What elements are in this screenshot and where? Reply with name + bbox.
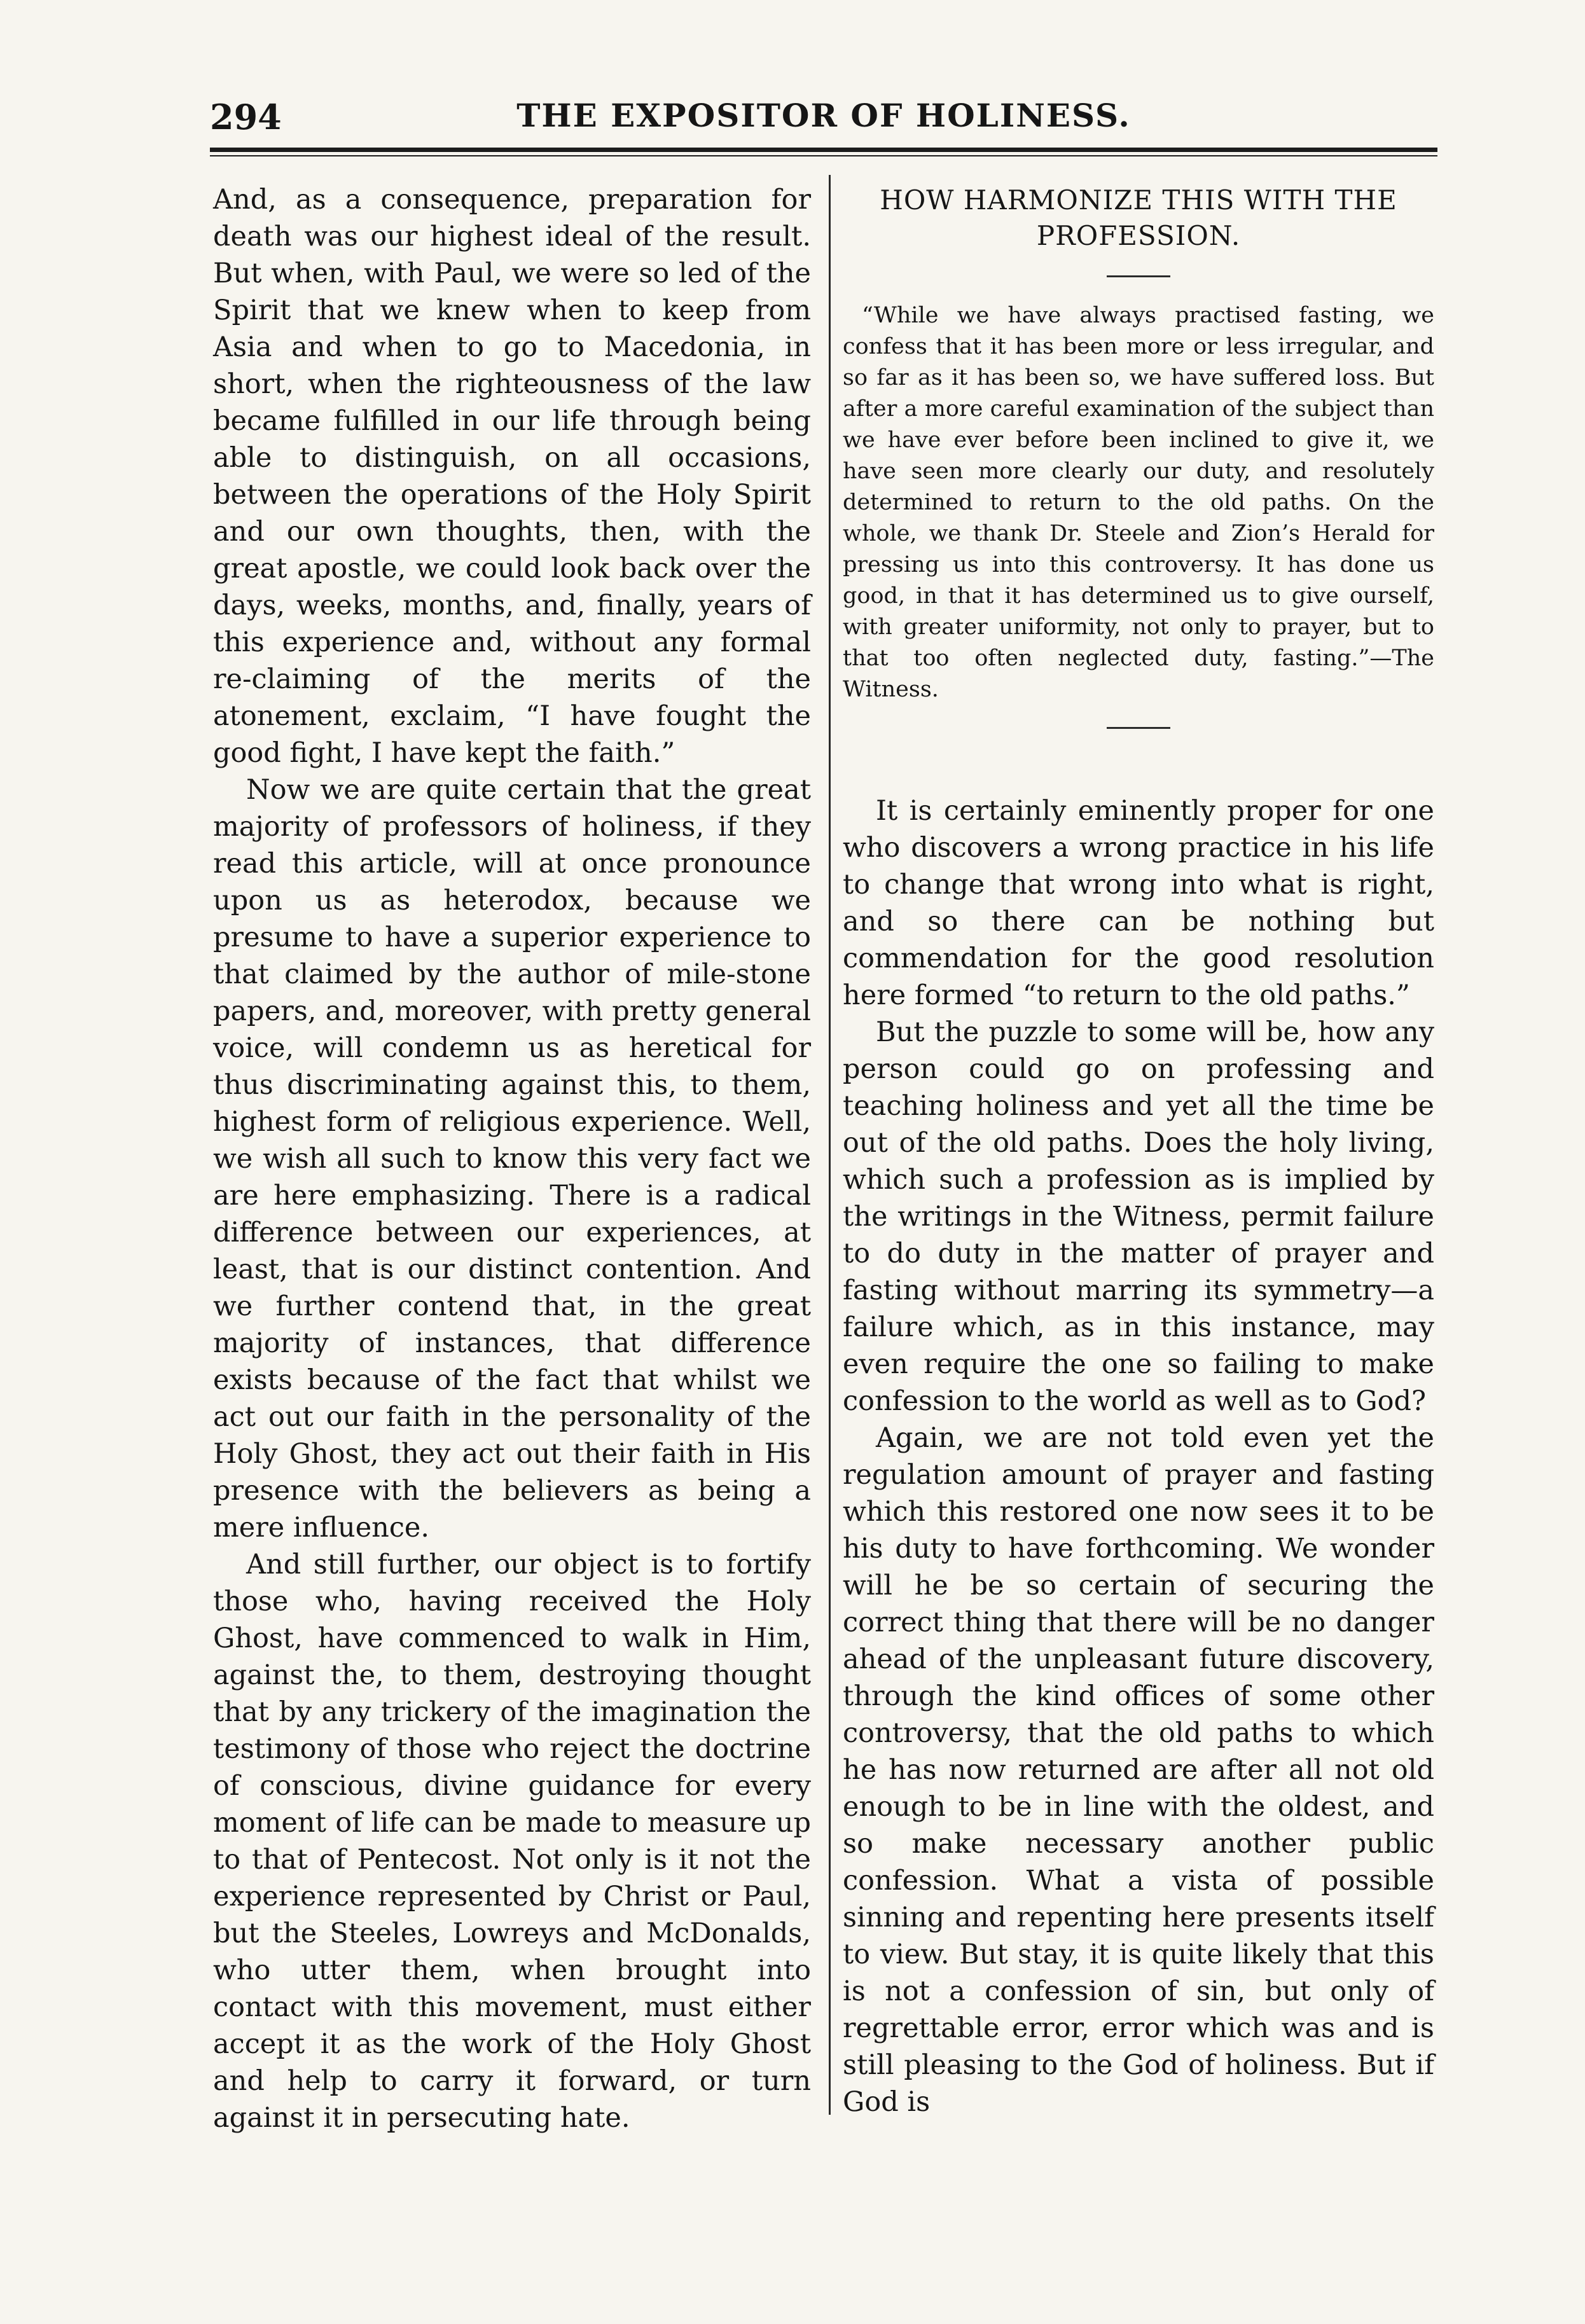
left-column [213, 181, 811, 2136]
quote-separator [1107, 727, 1170, 729]
heading-separator [1107, 275, 1170, 277]
left-paragraph-3: And still further, our object is to fortify those who, having received the Holy Ghost, have commenced to walk in Him, against the, to them, destroying thought that by any trickery of the imagination the testimony of those who reject the doctrine of conscious, divine guidance for every moment of life can be made to measure up to that of Pentecost. Not only is it not the experience represented by Christ or Paul, but the Steeles, Lowreys and McDonalds, who utter them, when brought into contact with this movement, must either accept it as the work of the Holy Ghost and help to carry it forward, or turn against it in persecuting hate. [213, 1549, 811, 2134]
right-column [843, 181, 1434, 2120]
header-rule-thick [210, 148, 1437, 152]
right-paragraph-1: It is certainly eminently proper for one who discovers a wrong practice in his life to change that wrong into what is right, and so there can be nothing but commendation for the good resolution here formed “to return to the old paths.” [843, 795, 1434, 1011]
right-paragraph-2: But the puzzle to some will be, how any person could go on professing and teaching holiness and yet all the time be out of the old paths. Does the holy living, which such a profession as is implied by the writings in the Witness, permit failure to do duty in the matter of prayer and fasting without marring its symmetry—a failure which, as in this instance, may even require the one so failing to make confession to the world as well as to God? [843, 1016, 1434, 1417]
header-rule-thin [210, 155, 1437, 156]
quoted-passage: “While we have always practised fasting, we confess that it has been more or less irregular, and so far as it has been so, we have suffered loss. But after a more careful examination of the subject than we have ever before been inclined to give it, we have seen more clearly our duty, and resolutely determined to return to the old paths. On the whole, we thank Dr. Steele and Zion’s Herald for pressing us into this controversy. It has done us good, in that it has determined us to give ourself, with greater uniformity, not only to prayer, but to that too often neglected duty, fasting.”—The Witness. [843, 303, 1434, 702]
section-heading: HOW HARMONIZE THIS WITH THE PROFESSION. [880, 184, 1397, 251]
left-paragraph-1: And, as a consequence, preparation for death was our highest ideal of the result. But when, with Paul, we were so led of the Spirit that we knew when to keep from Asia and when to go to Macedonia, in short, when the righteousness of the law became fulfilled in our life through being able to distinguish, on all occasions, between the operations of the Holy Spirit and our own thoughts, then, with the great apostle, we could look back over the days, weeks, months, and, finally, years of this experience and, without any formal re-claiming of the merits of the atonement, exclaim, “I have fought the good fight, I have kept the faith.” [213, 184, 811, 769]
page-header [210, 83, 1437, 146]
running-title: THE EXPOSITOR OF HOLINESS. [516, 97, 1131, 134]
left-paragraph-2: Now we are quite certain that the great majority of professors of holiness, if they read this article, will at once pronounce upon us as heterodox, because we presume to have a superior experience to that claimed by the author of mile-stone papers, and, moreover, with pretty general voice, will condemn us as heretical for thus discriminating against this, to them, highest form of religious experience. Well, we wish all such to know this very fact we are here emphasizing. There is a radical difference between our experiences, at least, that is our distinct contention. And we further contend that, in the great majority of instances, that difference exists because of the fact that whilst we act out our faith in the personality of the Holy Ghost, they act out their faith in His presence with the believers as being a mere influence. [213, 774, 811, 1544]
page-number: 294 [210, 97, 282, 137]
column-divider [829, 175, 831, 2115]
right-paragraph-3: Again, we are not told even yet the regulation amount of prayer and fasting which this restored one now sees it to be his duty to have forthcoming. We wonder will he be so certain of securing the correct thing that there will be no danger ahead of the unpleasant future discovery, through the kind offices of some other controversy, that the old paths to which he has now returned are after all not old enough to be in line with the oldest, and so make necessary another public confession. What a vista of possible sinning and repenting here presents itself to view. But stay, it is quite likely that this is not a confession of sin, but only of regrettable error, error which was and is still pleasing to the God of holiness. But if God is [843, 1422, 1434, 2118]
